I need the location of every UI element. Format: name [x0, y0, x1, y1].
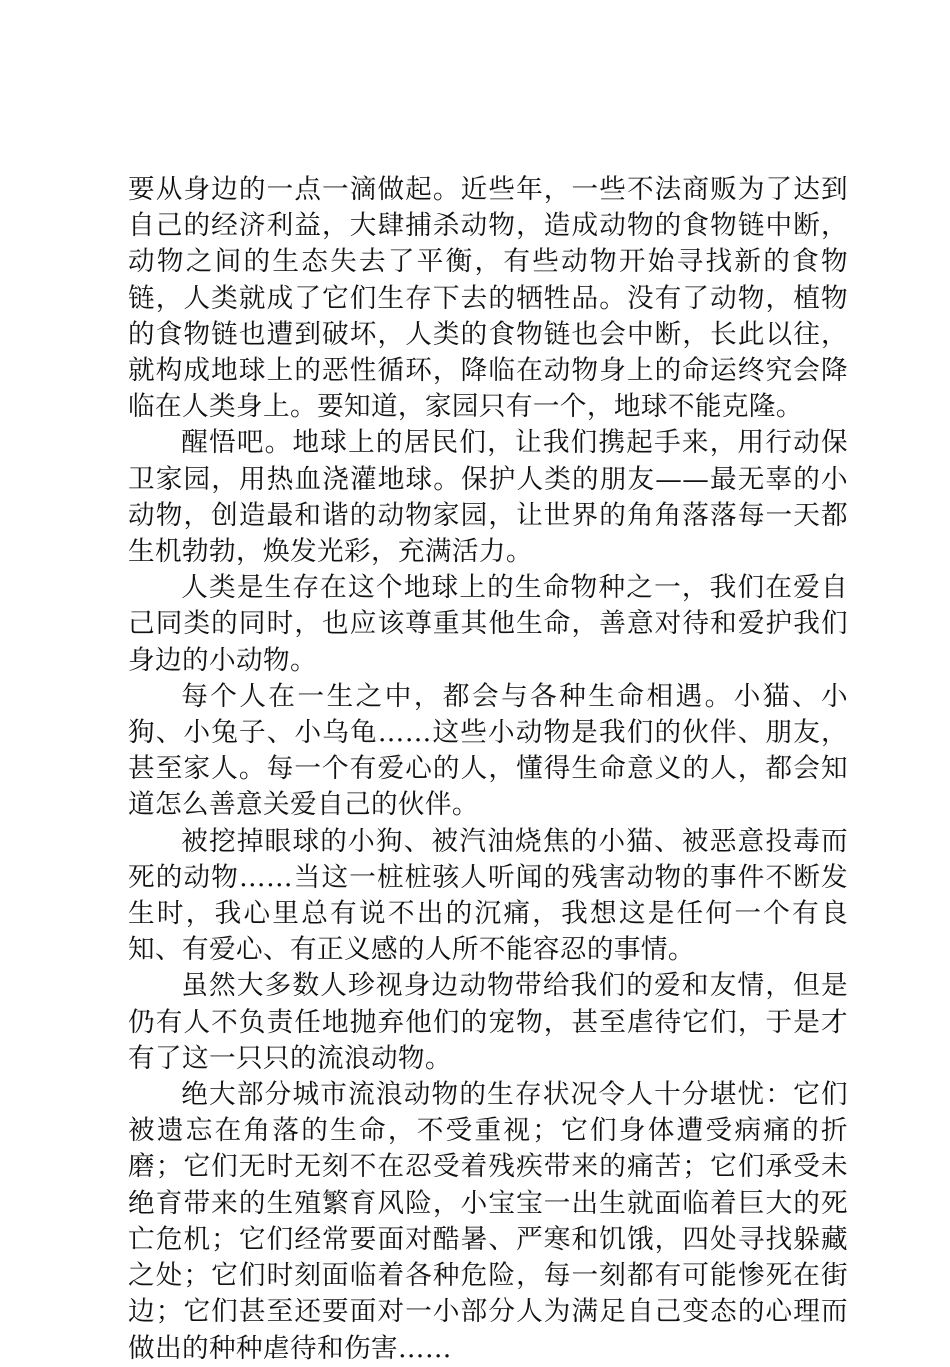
paragraph-6: 虽然大多数人珍视身边动物带给我们的爱和友情，但是仍有人不负责任地抛弃他们的宠物，甚至虐待它们，于是才有了这一只只的流浪动物。 [128, 970, 848, 1074]
paragraph-7: 绝大部分城市流浪动物的生存状况令人十分堪忧：它们被遗忘在角落的生命，不受重视；它们身体遭受病痛的折磨；它们无时无刻不在忍受着残疾带来的痛苦；它们承受未绝育带来的生殖繁育风险，小宝宝一出生就面临着巨大的死亡危机；它们经常要面对酷暑、严寒和饥饿，四处寻找躲藏之处；它们时刻面临着各种危险，每一刻都有可能惨死在街边；它们甚至还要面对一小部分人为满足自己变态的心理而做出的种种虐待和伤害…… [128, 1079, 848, 1364]
document-body [128, 172, 848, 1367]
paragraph-2: 醒悟吧。地球上的居民们，让我们携起手来，用行动保卫家园，用热血浇灌地球。保护人类的朋友——最无辜的小动物，创造最和谐的动物家园，让世界的角角落落每一天都生机勃勃，焕发光彩，充满活力。 [128, 427, 848, 568]
paragraph-1: 要从身边的一点一滴做起。近些年，一些不法商贩为了达到自己的经济利益，大肆捕杀动物，造成动物的食物链中断，动物之间的生态失去了平衡，有些动物开始寻找新的食物链，人类就成了它们生存下去的牺牲品。没有了动物，植物的食物链也遭到破坏，人类的食物链也会中断，长此以往，就构成地球上的恶性循环，降临在动物身上的命运终究会降临在人类身上。要知道，家园只有一个，地球不能克隆。 [128, 174, 848, 423]
paragraph-4: 每个人在一生之中，都会与各种生命相遇。小猫、小狗、小兔子、小乌龟……这些小动物是我们的伙伴、朋友，甚至家人。每一个有爱心的人，懂得生命意义的人，都会知道怎么善意关爱自己的伙伴。 [128, 680, 848, 821]
paragraph-3: 人类是生存在这个地球上的生命物种之一，我们在爱自己同类的同时，也应该尊重其他生命，善意对待和爱护我们身边的小动物。 [128, 572, 848, 676]
paragraph-5: 被挖掉眼球的小狗、被汽油烧焦的小猫、被恶意投毒而死的动物……当这一桩桩骇人听闻的残害动物的事件不断发生时，我心里总有说不出的沉痛，我想这是任何一个有良知、有爱心、有正义感的人所不能容忍的事情。 [128, 825, 848, 966]
